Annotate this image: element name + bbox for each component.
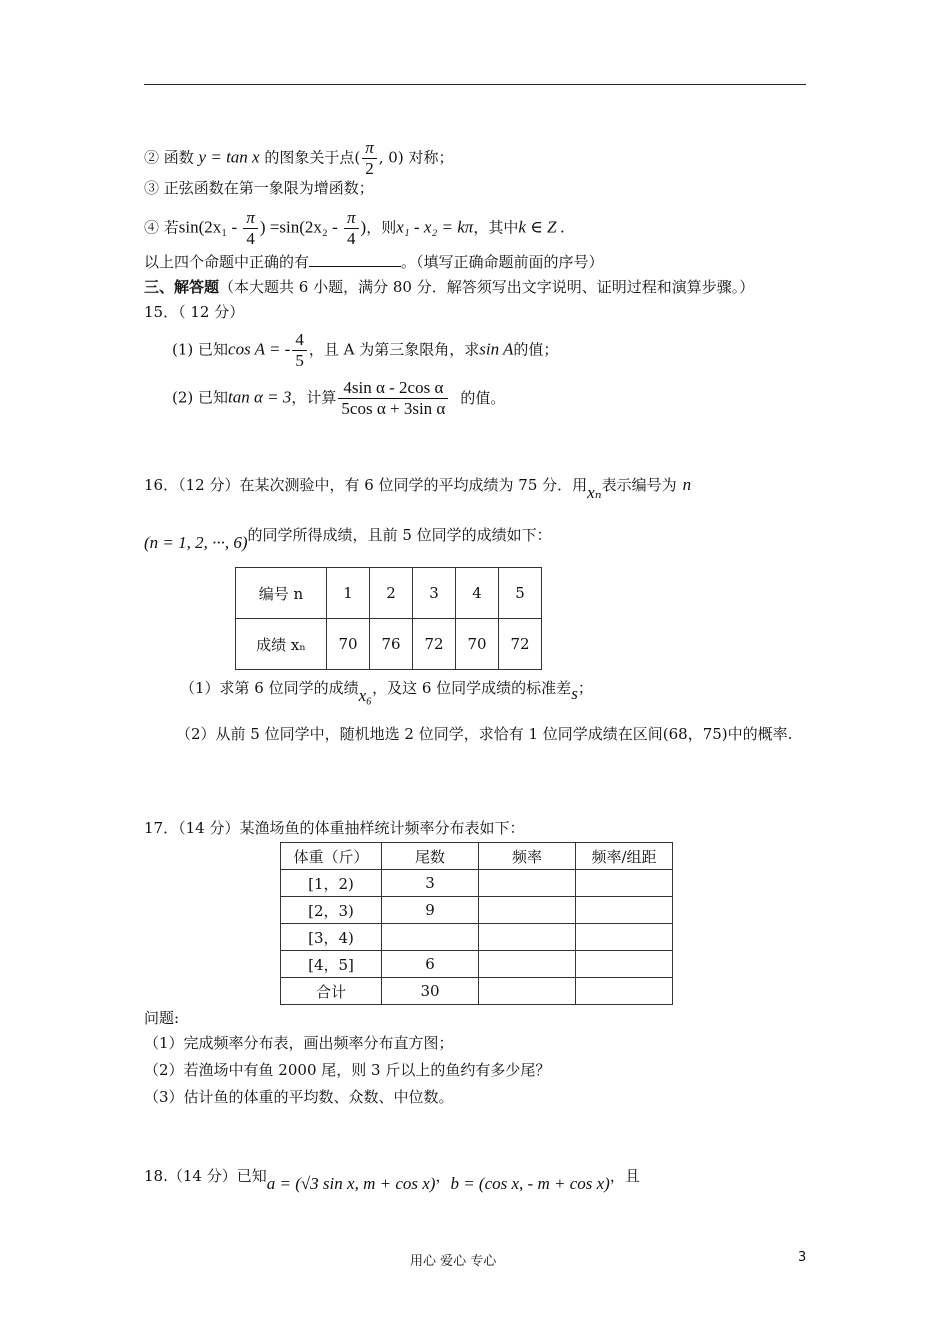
fill-blank-line: 以上四个命题中正确的有 。（填写正确命题前面的序号） bbox=[144, 253, 604, 271]
table-cell: 5 bbox=[499, 568, 542, 619]
table-cell bbox=[479, 897, 576, 924]
table-cell: [1，2) bbox=[281, 870, 382, 897]
table-cell bbox=[576, 978, 673, 1005]
tan-function: y = tan x bbox=[198, 147, 260, 167]
table-header-cell: 频率/组距 bbox=[576, 843, 673, 870]
vector-b: b = (cos x, - m + cos x) bbox=[450, 1174, 610, 1193]
q15-part-2: (2) 已知tan α = 3，计算 $\frac{\text{4sin α - 2cos α}}{\text{5cos α + 3sin α}}$ 的值。 bbox=[172, 378, 506, 418]
statement-2 bbox=[144, 138, 453, 179]
q16-line-2: (n = 1, 2, ···, 6)的同学所得成绩，且前 5 位同学的成绩如下： bbox=[144, 526, 552, 552]
vector-a: a = (√3 sin x, m + cos x) bbox=[266, 1174, 436, 1193]
table-cell: 1 bbox=[327, 568, 370, 619]
section-3-instructions: （本大题共 6 小题，满分 80 分．解答须写出文字说明、证明过程和演算步骤。） bbox=[219, 278, 755, 296]
four-fifths-fraction: $\frac{4}{5}$ bbox=[292, 330, 307, 371]
pi-over-4-fraction-left: $\frac{\pi}{4}$ bbox=[243, 208, 258, 249]
table-cell: 72 bbox=[499, 619, 542, 670]
table-header-cell: 体重（斤） bbox=[281, 843, 382, 870]
table-row bbox=[236, 568, 542, 619]
cos-a: cos A = - bbox=[228, 339, 291, 359]
table-row bbox=[236, 619, 542, 670]
statement-4: ④ 若sin(2x₁ - $\frac{\pi}{4}$ ) =sin(2x₂ - $\frac{\pi}{4}$ )，则x₁ - x₂ = kπ，其中k ∈ Z . bbox=[144, 208, 565, 248]
table-header-cell: 尾数 bbox=[382, 843, 479, 870]
table-row bbox=[281, 978, 673, 1005]
scores-table bbox=[235, 567, 542, 670]
sin-left: sin(2x₁ - bbox=[178, 217, 242, 237]
table-cell: 9 bbox=[382, 897, 479, 924]
frequency-table bbox=[280, 842, 673, 1005]
q17-question-2: （2）若渔场中有鱼 2000 尾，则 3 斤以上的鱼约有多少尾？ bbox=[144, 1061, 551, 1079]
n-range: (n = 1, 2, ···, 6) bbox=[144, 533, 248, 552]
table-cell: [2，3) bbox=[281, 897, 382, 924]
table-cell: 76 bbox=[370, 619, 413, 670]
table-cell bbox=[576, 951, 673, 978]
table-cell: [3，4) bbox=[281, 924, 382, 951]
answer-blank bbox=[309, 252, 401, 267]
statement-2-text-b: 的图象关于点( bbox=[259, 148, 361, 167]
pi-over-4-fraction-right: $\frac{\pi}{4}$ bbox=[344, 208, 359, 249]
table-cell: 30 bbox=[382, 978, 479, 1005]
table-cell bbox=[382, 924, 479, 951]
table-cell bbox=[479, 870, 576, 897]
table-cell: 70 bbox=[327, 619, 370, 670]
pi-over-2-fraction: $\frac{\pi}{2}$ bbox=[362, 138, 377, 179]
q15-part-1: (1) 已知cos A = - $\frac{4}{5}$ ，且 A 为第三象限角，求sin A的值； bbox=[172, 330, 559, 370]
table-cell: 6 bbox=[382, 951, 479, 978]
table-cell bbox=[576, 924, 673, 951]
table-cell bbox=[479, 951, 576, 978]
q18-heading: 18.（14 分）已知a = (√3 sin x, m + cos x)，b = (cos x, - m + cos x)，且 bbox=[144, 1167, 640, 1193]
s-symbol: s bbox=[571, 684, 578, 703]
table-cell bbox=[576, 897, 673, 924]
x-6-symbol: x₆ bbox=[358, 686, 373, 705]
q16-line-1: 16．（12 分）在某次测验中，有 6 位同学的平均成绩为 75 分．用xₙ表示编号为 n bbox=[144, 475, 692, 502]
table-row bbox=[281, 924, 673, 951]
statement-3: ③ 正弦函数在第一象限为增函数； bbox=[144, 179, 374, 197]
tan-alpha: tan α = 3 bbox=[228, 387, 292, 407]
x-n-symbol: xₙ bbox=[587, 483, 602, 502]
header-rule bbox=[144, 84, 806, 85]
table-cell: 72 bbox=[413, 619, 456, 670]
table-row bbox=[281, 897, 673, 924]
section-3-heading bbox=[144, 277, 754, 297]
sin-a: sin A bbox=[479, 339, 514, 359]
table-header-cell: 成绩 xₙ bbox=[236, 619, 327, 670]
table-row bbox=[281, 951, 673, 978]
table-cell: 合计 bbox=[281, 978, 382, 1005]
table-header-cell: 编号 n bbox=[236, 568, 327, 619]
table-cell bbox=[479, 978, 576, 1005]
n-symbol: n bbox=[682, 475, 692, 494]
sin-right: ) =sin(2x₂ - bbox=[259, 217, 342, 237]
difference-expression: x₁ - x₂ = kπ bbox=[396, 217, 474, 237]
q16-subquestion-1: （1）求第 6 位同学的成绩x₆，及这 6 位同学成绩的标准差s； bbox=[180, 679, 593, 705]
table-cell: 3 bbox=[413, 568, 456, 619]
table-header-cell: 频率 bbox=[479, 843, 576, 870]
statement-2-text: ② 函数 bbox=[144, 148, 199, 167]
table-cell: [4，5] bbox=[281, 951, 382, 978]
q15-heading: 15．（ 12 分） bbox=[144, 303, 245, 321]
q17-question-label: 问题: bbox=[144, 1009, 180, 1027]
k-in-z: k ∈ Z . bbox=[518, 217, 565, 237]
table-cell: 2 bbox=[370, 568, 413, 619]
q17-question-3: （3）估计鱼的体重的平均数、众数、中位数。 bbox=[144, 1088, 454, 1106]
footer-text: 用心 爱心 专心 bbox=[410, 1254, 497, 1269]
table-cell bbox=[479, 924, 576, 951]
table-cell: 70 bbox=[456, 619, 499, 670]
statement-2-text-c: , 0) 对称； bbox=[378, 148, 454, 167]
q16-subquestion-2: （2）从前 5 位同学中，随机地选 2 位同学，求恰有 1 位同学成绩在区间(68，75)中的概率. bbox=[176, 725, 793, 743]
table-row bbox=[281, 870, 673, 897]
table-cell: 4 bbox=[456, 568, 499, 619]
q17-question-1: （1）完成频率分布表，画出频率分布直方图； bbox=[144, 1034, 454, 1052]
page-number: 3 bbox=[798, 1250, 807, 1265]
section-3-title: 三、解答题 bbox=[144, 278, 220, 296]
trig-ratio-fraction: $\frac{\text{4sin α - 2cos α}}{\text{5cos α + 3sin α}}$ bbox=[338, 378, 448, 419]
table-row bbox=[281, 843, 673, 870]
table-cell: 3 bbox=[382, 870, 479, 897]
q17-heading: 17．（14 分）某渔场鱼的体重抽样统计频率分布表如下： bbox=[144, 819, 525, 837]
table-cell bbox=[576, 870, 673, 897]
